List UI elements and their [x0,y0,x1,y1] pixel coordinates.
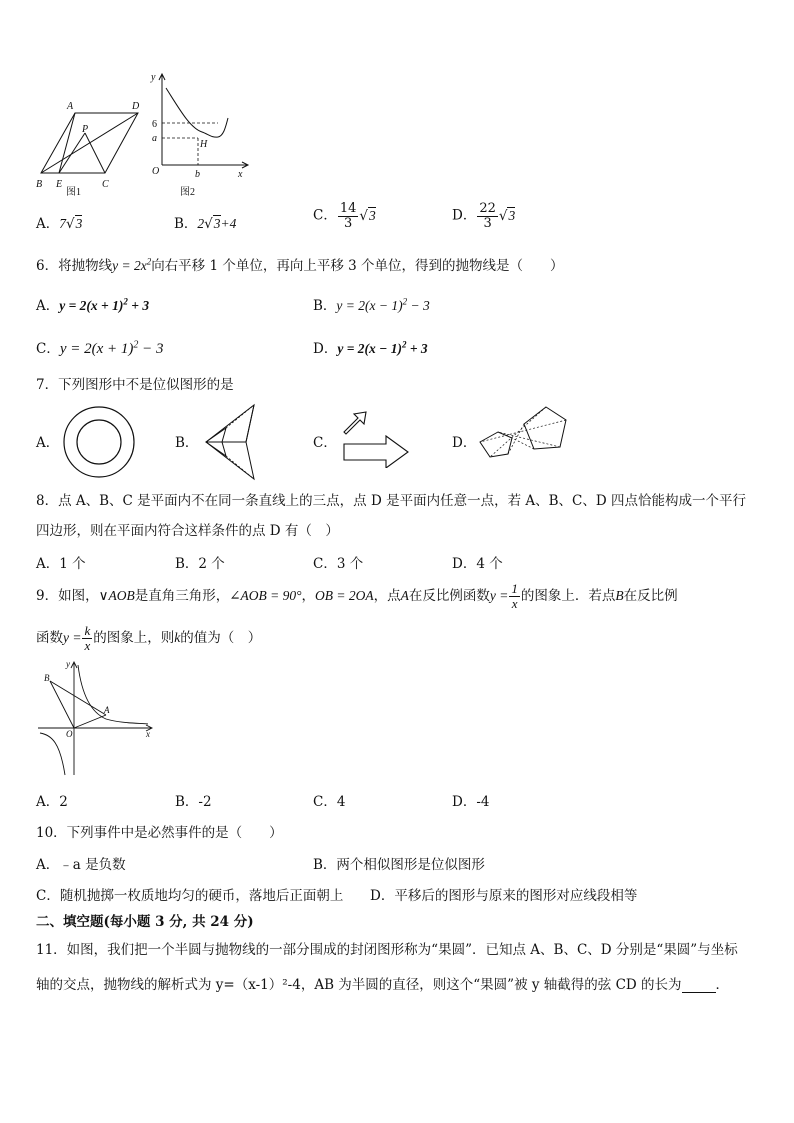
q8-option-c[interactable]: C．3 个 [313,556,364,572]
q5-d-sqrt: √3 [498,207,516,224]
fig2-axis-y: y [151,72,156,83]
q10-stem: 10．下列事件中是必然事件的是（ ） [36,825,283,841]
q9-fig-origin: O [66,729,73,739]
q5-b-sqrt: √3 [204,216,221,232]
q5-b-coef: 2 [197,216,205,231]
figure-1-parallelogram [34,96,144,196]
q9-option-d[interactable]: D．-4 [452,794,490,810]
q9-fig-point-a: A [104,705,110,715]
q7-figure-b-triangles [198,402,264,482]
fig1-label-d: D [132,101,140,112]
q5-option-c[interactable] [313,202,376,230]
q7-figure-d-pentagons [476,402,574,468]
q9-option-c[interactable]: C．4 [313,794,346,810]
q9-fig-axis-x: x [146,729,150,739]
q5-option-a[interactable] [36,212,82,232]
q5-a-sqrt: √3 [66,216,83,232]
fig1-label-p: P [82,124,89,135]
q7-option-a-label[interactable]: A． [36,435,60,451]
fig2-axis-x: x [238,169,243,180]
q11-stem-line1: 11．如图，我们把一个半圆与抛物线的一部分围成的封闭图形称为“果圆”．已知点 A、B、C、D 分别是“果圆”与坐标 [36,942,738,958]
q11-stem-line2: 轴的交点，抛物线的解析式为 y=（x-1）²-4，AB 为半圆的直径，则这个“果圆”被 y 轴截得的弦 CD 的长为 ． [36,977,730,993]
fig2-tick-b: b [195,169,200,180]
q7-stem: 7．下列图形中不是位似图形的是 [36,377,234,393]
q10-option-a[interactable]: A．﹣a 是负数 [36,857,126,873]
q6-stem: 6．将抛物线$y = 2x^2$向右平移 1 个单位，再向上平移 3 个单位，得到的抛物线是（ ） [36,256,564,274]
q9-stem-line1: 9．如图，∨AOB是直角三角形，∠AOB = 90°，OB = 2OA，点A在反比例函数y = $\frac{1}{x}$ 的图象上．若点B在反比例 [36,581,678,611]
q9-fig-point-b: B [44,673,50,683]
q7-option-c-label[interactable]: C． [313,435,337,451]
q8-stem-line1: 8．点 A、B、C 是平面内不在同一条直线上的三点，点 D 是平面内任意一点，若 A、B、C、D 四点恰能构成一个平行 [36,493,746,509]
q5-d-fraction: $\frac{22}{3}$ [479,201,496,231]
fig1-label-a: A [67,101,74,112]
q7-figure-a-rings [62,405,136,479]
q10-option-d[interactable]: D．平移后的图形与原来的图形对应线段相等 [370,888,638,904]
fig2-point-h: H [200,139,208,150]
q7-figure-c-arrows [340,410,412,468]
q5-a-coef: 7 [59,216,66,231]
fig1-label-b: B [36,179,43,190]
q7-option-b-label[interactable]: B． [175,435,199,451]
q6-option-d[interactable]: D．$y = 2(x - 1)^2 + 3$ [313,339,428,357]
q8-option-b[interactable]: B．2 个 [175,556,225,572]
section-2-heading: 二、填空题(每小题 3 分, 共 24 分) [36,914,254,930]
q8-stem-line2: 四边形，则在平面内符合这样条件的点 D 有（ ） [36,523,339,539]
q9-figure-graph [34,657,158,781]
q9-option-a[interactable]: A．2 [36,794,68,810]
q5-b-extra: +4 [220,216,237,231]
q5-c-letter: C． [313,207,337,224]
q5-b-letter: B． [174,216,198,232]
q5-c-sqrt: √3 [359,207,376,224]
q6-option-a[interactable]: A．$y = 2(x + 1)^2 + 3$ [36,296,150,314]
fig1-caption: 图1 [66,187,81,196]
figure-2-graph [140,70,252,198]
q5-option-d[interactable] [452,202,515,230]
q8-option-a[interactable]: A．1 个 [36,556,86,572]
fig2-tick-a: a [152,133,157,144]
q6-option-b[interactable]: B．$y = 2(x - 1)^2 - 3$ [313,296,430,314]
fig2-caption: 图2 [180,187,195,198]
q9-stem-line2: 函数y = $\frac{k}{x}$ 的图象上，则k的值为（ ） [36,623,262,653]
fig1-label-c: C [102,179,109,190]
q9-fig-axis-y: y [66,659,70,669]
q7-option-d-label[interactable]: D． [452,435,477,451]
q5-d-letter: D． [452,207,477,224]
q5-c-fraction: $\frac{14}{3}$ [339,201,357,231]
q6-option-c[interactable]: C．$y = 2(x + 1)^2 - 3$ [36,339,164,357]
q11-answer-blank[interactable] [682,980,716,993]
q9-option-b[interactable]: B．-2 [175,794,212,810]
q8-option-d[interactable]: D．4 个 [452,556,503,572]
fig2-origin: O [152,166,160,177]
q5-a-letter: A． [36,216,60,232]
q5-option-b[interactable] [174,212,236,232]
q10-option-b[interactable]: B．两个相似图形是位似图形 [313,857,485,873]
q10-option-c[interactable]: C．随机抛掷一枚质地均匀的硬币，落地后正面朝上 [36,888,344,904]
fig2-tick-6: 6 [152,119,157,130]
fig1-label-e: E [56,179,63,190]
